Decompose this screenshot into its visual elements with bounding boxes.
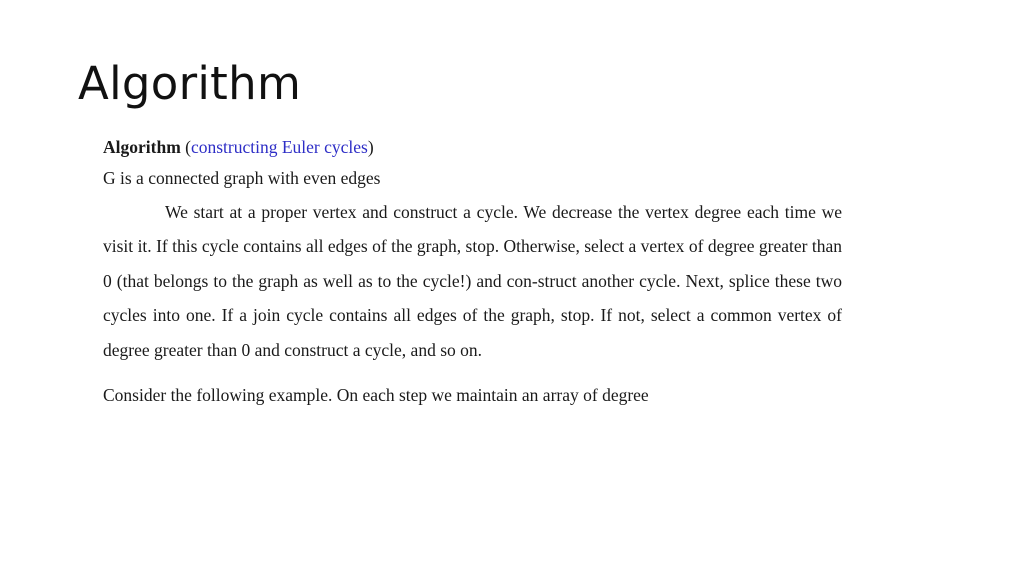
document-excerpt <box>103 134 842 407</box>
slide-title: Algorithm <box>78 57 302 110</box>
heading-open-paren: ( <box>180 137 191 157</box>
example-intro-paragraph: Consider the following example. On each step we maintain an array of degree <box>103 385 649 406</box>
algorithm-heading-label: Algorithm <box>103 137 181 157</box>
heading-close-paren: ) <box>367 137 374 157</box>
euler-cycles-link[interactable]: constructing Euler cycles <box>190 137 368 157</box>
algorithm-description-paragraph: We start at a proper vertex and construct a cycle. We decrease the vertex degree each time we visit it. If this cycle contains all edges of the graph, stop. Otherwise, select a vertex of degree greater than 0 (that belongs to the graph as well as to the cycle!) and con-struct another cycle. Next, splice these two cycles into one. If a join cycle contains all edges of the graph, stop. If not, select a common vertex of degree greater than 0 and construct a cycle, and so on. <box>103 202 842 360</box>
graph-condition-line: G is a connected graph with even edges <box>103 168 381 188</box>
algorithm-heading <box>103 134 842 161</box>
